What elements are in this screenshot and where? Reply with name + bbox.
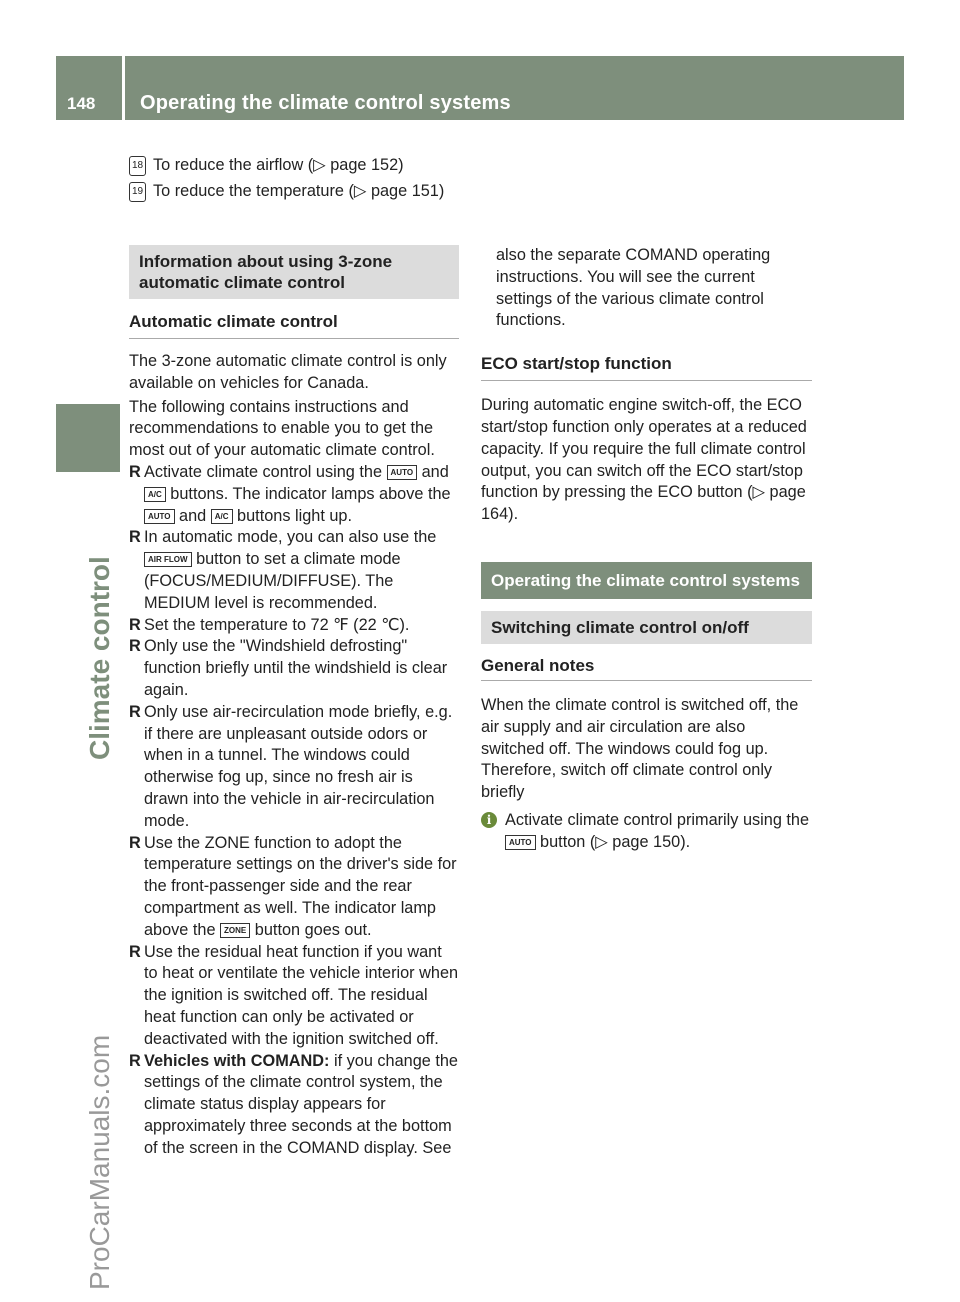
bullet-item: R Only use the "Windshield defrosting" function briefly until the windshield is clear again. [129,637,448,699]
paragraph: When the climate control is switched off, the air supply and air circulation are also switched off. The windows could fog up. Therefore, switch off climate control only briefly [481,695,799,802]
bullet-item: R Activate climate control using the AUTO and A/C buttons. The indicator lamps above the AUTO and A/C buttons light up. [129,462,451,525]
right-column [481,245,812,854]
paragraph: also the separate COMAND operating instructions. You will see the current settings of the various climate control functions. [496,246,771,330]
paragraph: The 3-zone automatic climate control is only available on vehicles for Canada. [129,352,447,392]
section-heading-box: Information about using 3-zone automatic climate control [129,245,459,299]
page-title: Operating the climate control systems [140,92,511,114]
divider [481,680,812,681]
header-divider [122,56,125,120]
subheading: Automatic climate control [129,312,459,339]
watermark-text: ProCarManuals.com [84,1034,115,1290]
airflow-key-icon: AIR FLOW [144,552,192,567]
auto-key-icon: AUTO [387,465,418,480]
number-badge: 19 [129,182,146,202]
bullet-item: R Only use air-recirculation mode briefly, e.g. if there are unpleasant outside odors or when in a tunnel. The windows could otherwise fog up, since no fresh air is drawn into the vehicle in air-recirculation mode. [129,702,453,830]
bullet-item: R Use the ZONE function to adopt the temperature settings on the driver's side for the front-passenger side and the rear compartment as well. The indicator lamp above the ZONE button goes out. [129,833,457,939]
section-heading-dark: Operating the climate control systems [481,562,812,599]
bullet-item: R In automatic mode, you can also use the AIR FLOW button to set a climate mode (FOCUS/MEDIUM/DIFFUSE). The MEDIUM level is recommended. [129,528,437,612]
page-number: 148 [67,94,96,113]
auto-key-icon: AUTO [144,509,175,524]
page-header [56,56,904,120]
side-tab-block [56,404,120,472]
item-text: To reduce the airflow (▷ page 152) [153,156,404,174]
auto-key-icon: AUTO [505,835,536,850]
paragraph: The following contains instructions and recommendations to enable you to get the most out of your automatic climate control. [129,397,435,460]
list-item [129,181,459,203]
subheading: ECO start/stop function [481,354,812,381]
list-item [129,155,459,177]
bullet-item: R Set the temperature to 72 ℉ (22 ℃). [129,615,410,634]
bullet-item: R Use the residual heat function if you want to heat or ventilate the vehicle interior when the ignition is switched off. The residual heat function can only be activated or deactivated with the ignition switched off. [129,942,459,1048]
ac-key-icon: A/C [211,509,233,524]
left-column [129,245,459,1159]
ac-key-icon: A/C [144,487,166,502]
number-badge: 18 [129,156,146,176]
info-note: i Activate climate control primarily using the AUTO button (▷ page 150). [481,810,812,854]
paragraph: During automatic engine switch-off, the ECO start/stop function only operates at a reduced capacity. If you require the full climate control output, you can switch off the ECO start/stop function by pressing the ECO button (▷ page 164). [481,396,807,524]
top-items [129,155,459,203]
item-text: To reduce the temperature (▷ page 151) [153,181,445,200]
section-heading-box: Switching climate control on/off [481,611,812,644]
subheading: General notes [481,655,595,675]
info-icon: i [481,812,497,828]
bullet-item: R Vehicles with COMAND: if you change the settings of the climate control system, the climate status display appears for approximately three seconds at the bottom of the screen in the COMAND display. See [129,1051,458,1157]
side-section-label: Climate control [84,556,115,760]
zone-key-icon: ZONE [220,923,250,938]
